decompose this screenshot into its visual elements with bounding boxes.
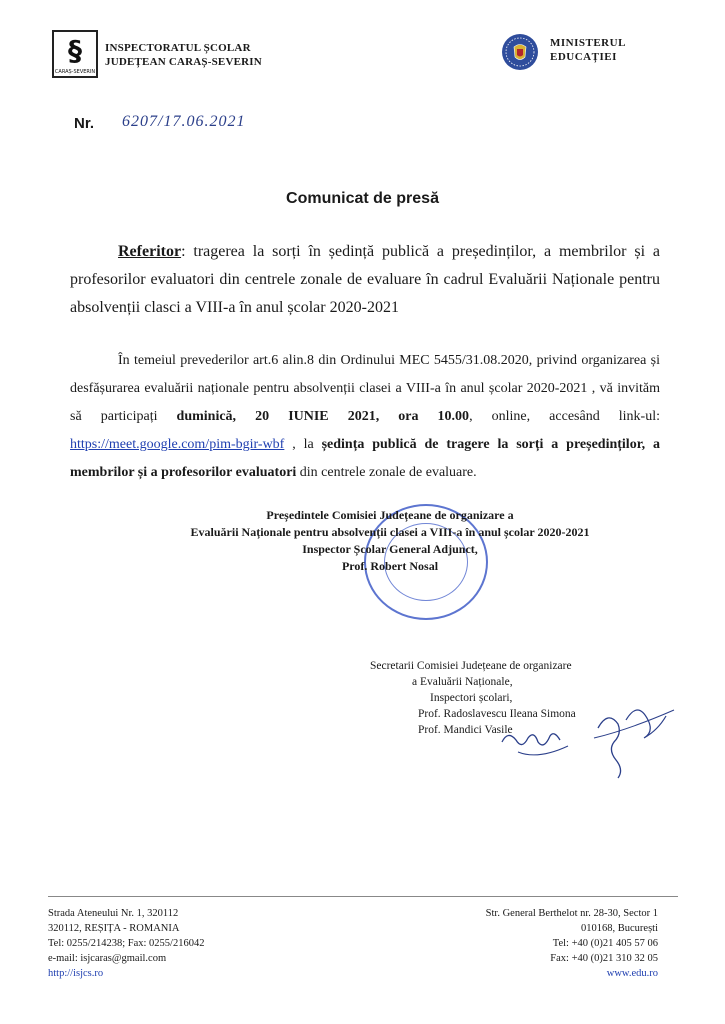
- meeting-link[interactable]: https://meet.google.com/pim-bgir-wbf: [70, 437, 285, 452]
- body-paragraph: [70, 347, 660, 487]
- secretaries-line5: Prof. Mandici Vasile: [418, 724, 513, 736]
- handwritten-signature: [498, 690, 678, 780]
- footer-right-line3: Tel: +40 (0)21 405 57 06: [552, 938, 658, 949]
- isj-name: [105, 41, 262, 69]
- footer-left-line2: 320112, REȘIȚA - ROMANIA: [48, 923, 180, 934]
- registration-number: 6207/17.06.2021: [122, 113, 246, 130]
- isj-logo-caption: CARAȘ-SEVERIN: [54, 69, 96, 75]
- caduceus-icon: §: [68, 34, 82, 67]
- secretaries-line3: Inspectori școlari,: [430, 692, 513, 704]
- ministry-name-line1: MINISTERUL: [550, 37, 626, 49]
- president-line1: Președintele Comisiei Județeane de organizare a: [266, 508, 514, 522]
- ministry-name: [550, 36, 626, 64]
- ministry-website-link[interactable]: www.edu.ro: [606, 968, 658, 979]
- isj-logo: [52, 30, 98, 78]
- isj-name-line1: INSPECTORATUL ȘCOLAR: [105, 42, 251, 54]
- isj-name-line2: JUDEȚEAN CARAȘ-SEVERIN: [105, 56, 262, 68]
- president-block: [140, 507, 640, 575]
- footer-right-line4: Fax: +40 (0)21 310 32 05: [550, 953, 658, 964]
- registration-label: Nr.: [74, 115, 95, 132]
- body-part2: , online, accesând link-ul:: [469, 409, 660, 424]
- secretaries-line1: Secretarii Comisiei Județeane de organizare: [370, 660, 572, 672]
- ministry-crest-icon: [502, 34, 538, 70]
- footer-right: [420, 906, 658, 981]
- subject-text: : tragerea la sorți în ședință publică a președinților, a membrilor și a profesorilor evaluatori din centrele zonale de evaluare în cadrul Evaluării Naționale pentru absolvenții clasci a VIII-a în anul școlar 2020-2021: [70, 243, 660, 316]
- isj-website-link[interactable]: http://isjcs.ro: [48, 968, 104, 979]
- subject-paragraph: [70, 238, 660, 322]
- footer-left-line3: Tel: 0255/214238; Fax: 0255/216042: [48, 938, 205, 949]
- footer-divider: [48, 896, 678, 897]
- footer-right-line1: Str. General Berthelot nr. 28-30, Sector 1: [485, 908, 658, 919]
- footer-left-line4: e-mail: isjcaras@gmail.com: [48, 953, 167, 964]
- body-part3: , la: [284, 437, 322, 452]
- footer-left: [48, 906, 204, 981]
- subject-lead: Referitor: [118, 243, 182, 260]
- secretaries-line2: a Evaluării Naționale,: [412, 676, 513, 688]
- secretaries-line4: Prof. Radoslavescu Ileana Simona: [418, 708, 576, 720]
- body-part4: din centrele zonale de evaluare.: [296, 465, 477, 480]
- body-part1: În temeiul prevederilor art.6 alin.8 din Ordinului MEC 5455/31.08.2020, privind organizarea și desfășurarea evaluării naționale pentru absolvenții clasei a VIII-a în anul școlar 2020-2021 , vă invităm să participați: [70, 353, 660, 424]
- meeting-date: duminică, 20 IUNIE 2021, ora 10.00: [176, 409, 470, 424]
- ministry-name-line2: EDUCAȚIEI: [550, 51, 617, 63]
- session-phrase: ședința publică de tragere la sorți a președinților, a membrilor și a profesorilor evaluatori: [70, 437, 660, 480]
- president-line2: Evaluării Naționale pentru absolvenții clasei a VIII-a în anul școlar 2020-2021: [190, 525, 590, 539]
- footer-left-line1: Strada Ateneului Nr. 1, 320112: [48, 908, 179, 919]
- footer-right-line2: 010168, București: [581, 923, 658, 934]
- president-line4: Prof. Robert Nosal: [341, 559, 439, 573]
- president-line3: Inspector Școlar General Adjunct,: [302, 542, 478, 556]
- page-title: Comunicat de presă: [286, 190, 439, 207]
